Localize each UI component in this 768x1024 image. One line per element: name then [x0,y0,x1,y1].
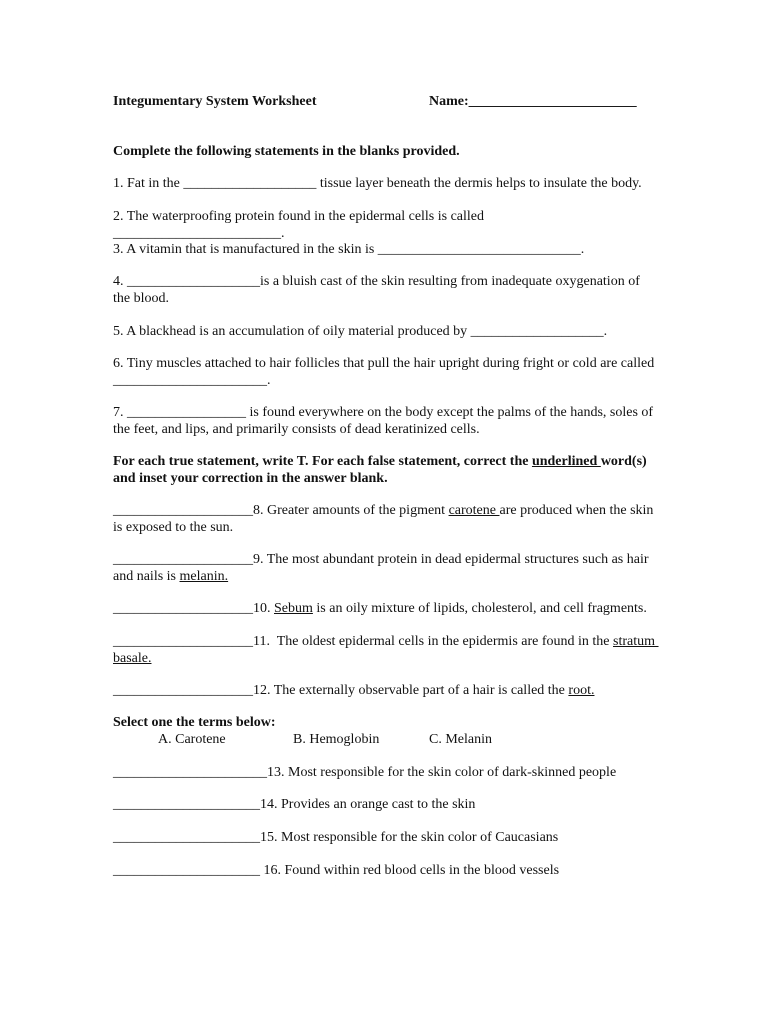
question-13: ______________________13. Most responsible for the skin color of dark-skinned people [113,765,617,780]
question-12 [113,682,658,699]
question-12-underlined: root. [568,683,595,698]
question-1: 1. Fat in the ___________________ tissue layer beneath the dermis helps to insulate the body. [113,176,642,191]
question-10-post: is an oily mixture of lipids, cholesterol, and cell fragments. [312,601,647,616]
section2-instruction-pre: For each true statement, write T. For each false statement, correct the [113,454,532,469]
question-15: _____________________15. Most responsible for the skin color of Caucasians [113,830,559,845]
question-8-pre: ____________________8. Greater amounts of the pigment [113,503,449,518]
question-10-underlined: Sebum [274,601,313,616]
question-12-pre: ____________________12. The externally observable part of a hair is called the [113,683,569,698]
choice-b: B. Hemoglobin [293,732,380,747]
question-6: 6. Tiny muscles attached to hair follicles that pull the hair upright during fright or cold are called ______________________. [113,356,658,388]
section3-instruction: Select one the terms below: [113,715,276,730]
question-14: _____________________14. Provides an orange cast to the skin [113,797,476,812]
question-9-pre: ____________________9. The most abundant protein in dead epidermal structures such as hair and nails is [113,552,653,584]
section2-instruction-post: word(s) and inset your correction in the answer blank. [113,454,651,486]
question-8-post: are produced when the skin is exposed to the sun. [113,503,657,535]
question-9 [113,551,658,585]
section2-instruction-underlined: underlined [531,454,601,469]
question-7: 7. _________________ is found everywhere on the body except the palms of the hands, soles of the feet, and lips, and primarily consists of dead keratinized cells. [113,405,657,437]
worksheet-title: Integumentary System Worksheet [113,94,317,109]
name-field: Name:________________________ [429,94,637,109]
choice-a: A. Carotene [158,732,226,747]
question-11-underlined: stratum basale. [113,634,659,666]
question-2: 2. The waterproofing protein found in the epidermal cells is called ________________________. [113,209,488,241]
question-4: 4. ___________________is a bluish cast of the skin resulting from inadequate oxygenation of the blood. [113,274,644,306]
question-8 [113,502,658,536]
question-16: _____________________ 16. Found within red blood cells in the blood vessels [113,863,560,878]
choice-c: C. Melanin [429,732,492,747]
question-9-underlined: melanin. [179,569,229,584]
question-3: 3. A vitamin that is manufactured in the skin is _____________________________. [113,242,585,257]
question-8-underlined: carotene [448,503,500,518]
section2-instruction [113,453,658,487]
question-5: 5. A blackhead is an accumulation of oily material produced by ___________________. [113,324,608,339]
question-11 [113,633,658,667]
question-11-pre: ____________________11. The oldest epidermal cells in the epidermis are found in the [113,634,614,649]
question-10 [113,600,658,617]
question-10-pre: ____________________10. [113,601,274,616]
section1-instruction: Complete the following statements in the blanks provided. [113,144,460,159]
